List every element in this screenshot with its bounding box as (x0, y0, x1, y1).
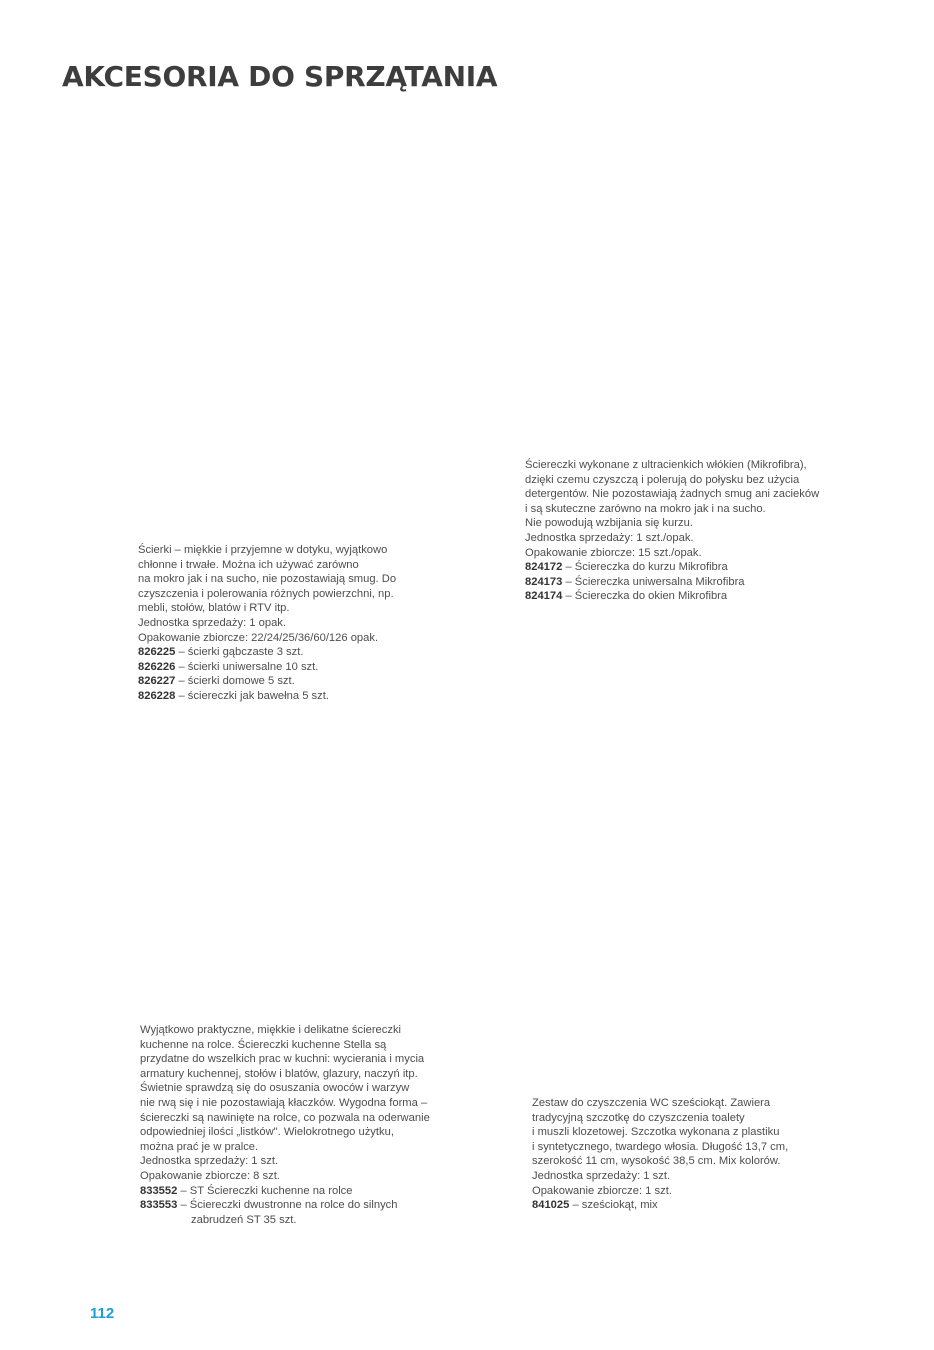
description-line: Wyjątkowo praktyczne, miękkie i delikatne ściereczki (140, 1024, 402, 1036)
product-description-microfibre (525, 458, 819, 604)
description-line: Jednostka sprzedaży: 1 szt. (140, 1155, 279, 1168)
product-item (138, 660, 396, 675)
description-line: Ścierki – miękkie i przyjemne w dotyku, wyjątkowo (138, 544, 388, 556)
description-line: chłonne i trwałe. Można ich używać zarówno (138, 558, 359, 571)
description-line: dzięki czemu czyszczą i polerują do połysku bez użycia (525, 473, 800, 486)
description-line: można prać je w pralce. (140, 1140, 259, 1153)
description-line: Jednostka sprzedaży: 1 opak. (138, 616, 287, 629)
description-line: mebli, stołów, blatów i RTV itp. (138, 602, 290, 615)
description-line: Opakowanie zbiorcze: 15 szt./opak. (525, 546, 702, 559)
product-code: 826226 (138, 660, 176, 673)
description-line: Jednostka sprzedaży: 1 szt. (532, 1169, 671, 1182)
product-item-description: – Ściereczka uniwersalna Mikrofibra (562, 575, 745, 588)
product-code: 841025 (532, 1199, 570, 1212)
description-line: Opakowanie zbiorcze: 1 szt. (532, 1184, 672, 1197)
product-item-description: – ściereczki jak bawełna 5 szt. (175, 689, 329, 702)
page-number: 112 (90, 1305, 115, 1322)
product-code: 826225 (138, 646, 176, 659)
description-line: ściereczki są nawinięte na rolce, co pozwala na oderwanie (140, 1111, 430, 1124)
product-item (140, 1198, 430, 1213)
description-line: kuchenne na rolce. Ściereczki kuchenne Stella są (140, 1038, 387, 1051)
product-item-description: – ścierki uniwersalne 10 szt. (175, 660, 319, 673)
product-item-description: – ST Ściereczki kuchenne na rolce (177, 1184, 353, 1197)
description-line: detergentów. Nie pozostawiają żadnych smug ani zacieków (525, 488, 820, 501)
description-line: szerokość 11 cm, wysokość 38,5 cm. Mix kolorów. (532, 1155, 781, 1168)
product-code: 833552 (140, 1184, 178, 1197)
description-line: Opakowanie zbiorcze: 22/24/25/36/60/126 opak. (138, 631, 379, 644)
product-item (138, 645, 396, 660)
description-line: i są skuteczne zarówno na mokro jak i na sucho. (525, 502, 766, 515)
product-item (525, 589, 819, 604)
description-line: Ściereczki wykonane z ultracienkich włókien (Mikrofibra), (525, 459, 807, 471)
product-code: 824172 (525, 561, 563, 574)
description-line: tradycyjną szczotkę do czyszczenia toalety (532, 1111, 745, 1124)
product-item (525, 560, 819, 575)
product-item (138, 674, 396, 689)
product-code: 824173 (525, 575, 563, 588)
product-item-description: – Ściereczka do okien Mikrofibra (562, 590, 728, 603)
product-code: 833553 (140, 1199, 178, 1212)
product-item-description: – ścierki domowe 5 szt. (175, 675, 295, 688)
description-line: odpowiedniej ilości „listków". Wielokrotnego użytku, (140, 1126, 394, 1139)
product-item-description: – sześciokąt, mix (569, 1199, 658, 1212)
product-item-description: – Ściereczki dwustronne na rolce do silnych (177, 1199, 398, 1212)
description-line: na mokro jak i na sucho, nie pozostawiają smug. Do (138, 573, 397, 586)
product-code: 826228 (138, 689, 176, 702)
product-item (525, 575, 819, 590)
product-item (532, 1198, 788, 1213)
product-code: 824174 (525, 590, 563, 603)
description-line: armatury kuchennej, stołów i blatów, glazury, naczyń itp. (140, 1067, 418, 1080)
product-item-description-continued: zabrudzeń ST 35 szt. (191, 1213, 297, 1226)
product-item-description: – Ściereczka do kurzu Mikrofibra (562, 561, 728, 574)
description-line: i syntetycznego, twardego włosia. Długość 13,7 cm, (532, 1140, 789, 1153)
page-title: AKCESORIA DO SPRZĄTANIA (62, 60, 498, 93)
description-line: czyszczenia i polerowania różnych powierzchni, np. (138, 587, 394, 600)
description-line: Nie powodują wzbijania się kurzu. (525, 517, 693, 530)
product-code: 826227 (138, 675, 176, 688)
description-line: Zestaw do czyszczenia WC sześciokąt. Zawiera (532, 1097, 771, 1109)
description-line: Świetnie sprawdzą się do osuszania owoców i warzyw (140, 1082, 410, 1095)
description-line: nie rwą się i nie pozostawiają kłaczków. Wygodna forma – (140, 1096, 428, 1109)
description-line: i muszli klozetowej. Szczotka wykonana z plastiku (532, 1126, 780, 1139)
description-line: Jednostka sprzedaży: 1 szt./opak. (525, 531, 694, 544)
product-description-cloths (138, 543, 396, 704)
description-line: Opakowanie zbiorcze: 8 szt. (140, 1169, 280, 1182)
product-description-kitchen-roll (140, 1023, 430, 1227)
product-item (140, 1184, 430, 1199)
product-item (138, 689, 396, 704)
description-line: przydatne do wszelkich prac w kuchni: wycierania i mycia (140, 1053, 425, 1066)
product-item-description: – ścierki gąbczaste 3 szt. (175, 646, 304, 659)
product-description-wc-brush (532, 1096, 788, 1213)
